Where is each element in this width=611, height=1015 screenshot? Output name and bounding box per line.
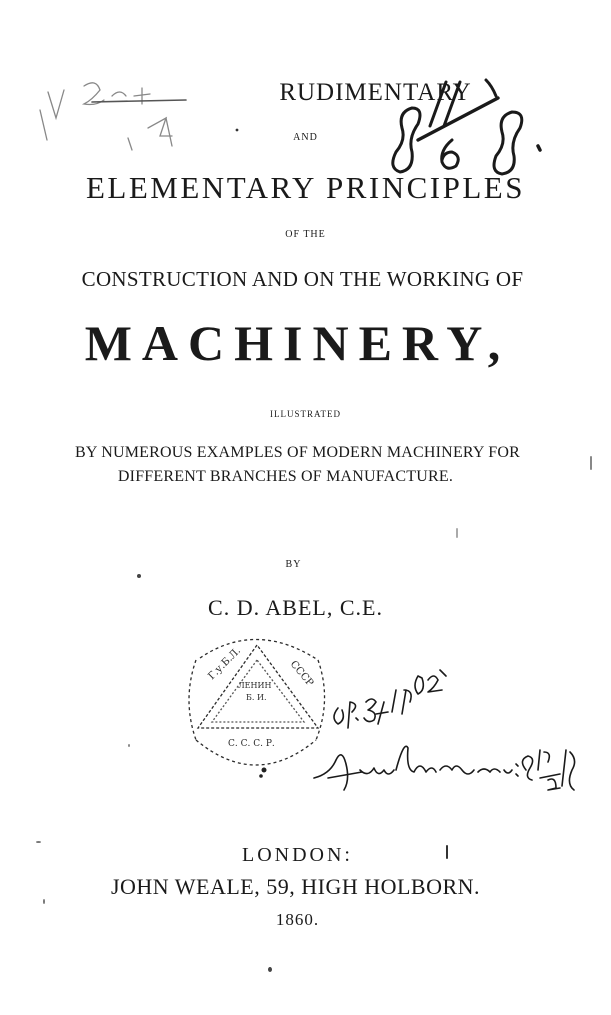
imprint-year: 1860. [275, 910, 320, 929]
svg-text:СССР: СССР [287, 658, 316, 689]
ink-speck [590, 456, 592, 470]
ink-speck [446, 845, 448, 859]
imprint-publisher: JOHN WEALE, 59, HIGH HOLBORN. [110, 874, 481, 899]
ink-speck [137, 574, 141, 578]
title-line-rudimentary: RUDIMENTARY [279, 79, 472, 106]
title-line-elementary-principles: ELEMENTARY PRINCIPLES [86, 170, 525, 205]
subtitle-line-2: DIFFERENT BRANCHES OF MANUFACTURE. [117, 468, 454, 485]
svg-text:ЛЕНИН: ЛЕНИН [238, 681, 272, 690]
svg-text:Б. И.: Б. И. [246, 693, 267, 702]
title-line-machinery: MACHINERY, [84, 315, 511, 371]
imprint-city: LONDON: [242, 844, 353, 866]
ink-speck [456, 528, 458, 538]
author-name: C. D. ABEL, C.E. [208, 595, 383, 620]
ink-speck [268, 967, 272, 972]
title-line-illustrated: ILLUSTRATED [270, 409, 341, 419]
ink-speck [36, 841, 41, 843]
ink-speck [43, 899, 45, 904]
title-line-construction: CONSTRUCTION AND ON THE WORKING OF [81, 267, 524, 291]
title-line-and: AND [293, 132, 318, 143]
svg-text:С. С. С. Р.: С. С. С. Р. [228, 739, 275, 749]
title-line-of-the: OF THE [285, 229, 326, 240]
svg-text:Г.у.Б.Л.: Г.у.Б.Л. [206, 645, 244, 683]
subtitle-line-1: BY NUMEROUS EXAMPLES OF MODERN MACHINERY FOR [74, 444, 520, 461]
byline-by: BY [285, 559, 302, 570]
ink-speck [128, 744, 130, 747]
